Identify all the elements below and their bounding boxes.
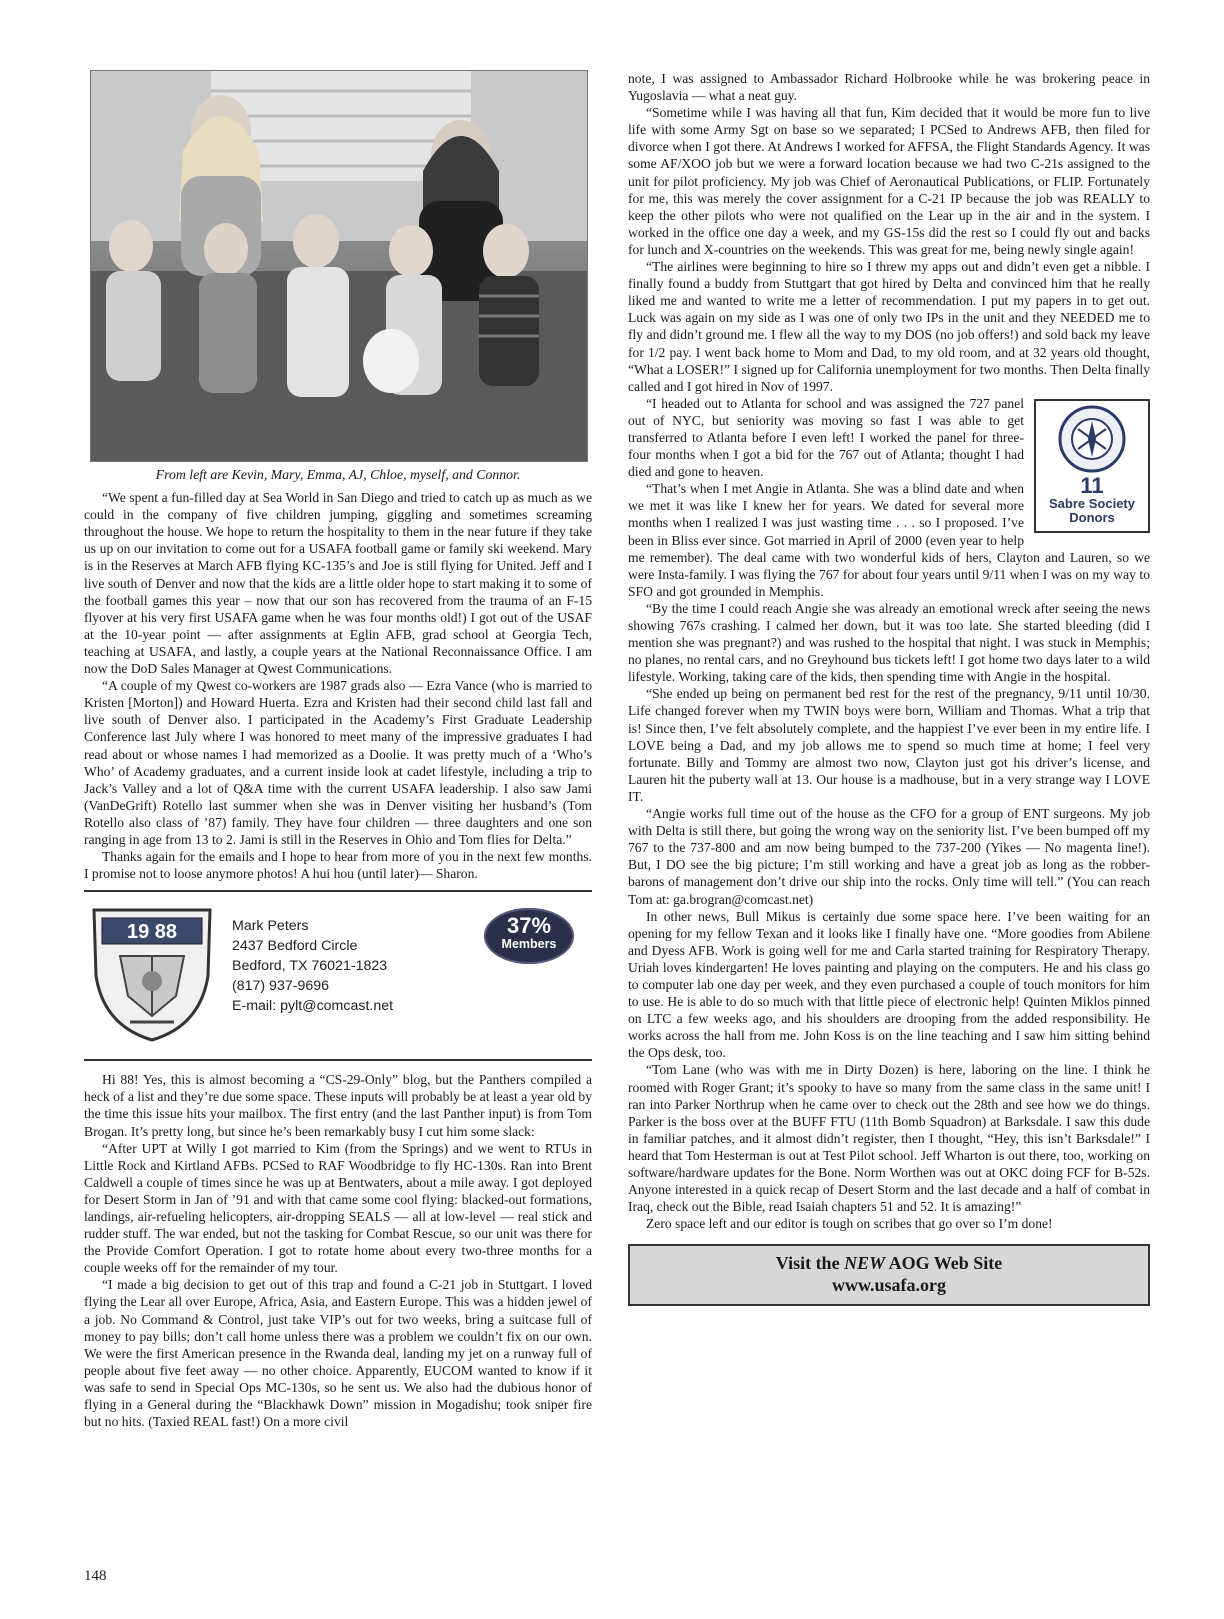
left-column <box>84 70 592 1430</box>
address-line-2: Bedford, TX 76021-1823 <box>232 958 388 975</box>
sabre-society-seal-icon <box>1058 405 1126 473</box>
section-divider <box>84 890 592 892</box>
paragraph: “Angie works full time out of the house as the CFO for a group of ENT surgeons. My job with Delta is still there, but going the wrong way on the seniority list. I’ve been bumped off my 767 to the 737-800 and am now being bumped to the 737-200 (Yikes — No magenta line!). But, I DO see the big picture; I’m still working and have a great job as long as the robber-barons of management don’t drive our ship into the rocks. Only time will tell.” (You can reach Tom at: ga.brogran@comcast.net) <box>628 806 1150 907</box>
paragraph: “Tom Lane (who was with me in Dirty Dozen) is here, laboring on the line. I think he roomed with Roger Grant; it’s spooky to have so many from the same class in the same unit! I ran into Parker Northrup when he came over to check out the 28th and see how we do things. Parker is the boss over at the BUFF FTU (11th Bomb Squadron) at Barksdale. I saw this dude in familiar patches, and it almost didn’t register, then I thought, “Hey, this isn’t Barksdale!” I heard that Tom Hesterman is out at Test Pilot school. Jeff Wharton is out there, too, working on software/hardware updates for the Bone. Norm Worthen was out at OKC doing FCF for B-52s. Anyone interested in a quick recap of Desert Storm and the last decade and a half of combat in Iraq, check out the Bible, read Isaiah chapters 51 and 52. It is amazing!” <box>628 1062 1150 1215</box>
paragraph: Hi 88! Yes, this is almost becoming a “CS-29-Only” blog, but the Panthers compiled a heck of a list and they’re due some space. These inputs will probably be at least a year old by the time this issue hits your mailbox. The first entry (and the last Panther input) is from Tom Brogan. It’s pretty long, but since he’s been remarkably busy I cut him some slack: <box>84 1072 592 1139</box>
class-correspondent-box <box>84 896 592 1051</box>
paragraph: “I headed out to Atlanta for school and was assigned the 727 panel out of NYC, but seniority was moving so fast I was able to get transferred to Atlanta before I even left! I worked the panel for three-four months when I got a bid for the 767 out of Atlanta; thought I had died and gone to heaven. <box>628 395 1024 480</box>
section-divider <box>84 1059 592 1061</box>
paragraph: “We spent a fun-filled day at Sea World in San Diego and tried to catch up as much as we could in the company of five children jumping, giggling and sometimes screaming throughout the house. We hope to return the hospitality to them in the near future if they take us up on our invitation to come out for a USAFA football game or family ski weekend. Mary is in the Reserves at March AFB flying KC-135’s and Joe is still flying for United. Jeff and I live south of Denver and now that the kids are a little older hope to start making it to some of the football games this year – now that our son has recovered from the trauma of an F-15 flyover at his very first USAFA game when he was four months old!) I got out of the USAF at the 10-year point — after assignments at Eglin AFB, grad school at Georgia Tech, teaching at USAFA, and lastly, a couple years at the National Reconnaissance Office. I am now the DoD Sales Manager at Qwest Communications. <box>84 490 592 677</box>
paragraph: In other news, Bull Mikus is certainly due some space here. I’ve been waiting for an opening for my fellow Texan and it looks like I finally have one. “More goodies from Abilene and Dyess AFB. Work is going well for me and Carla started training for Respiratory Therapy. Uriah loves kindergarten! He loves painting and playing on the computers. He and his class go to computer lab one day per week, and they even purchased a couple of touch monitors for him to use. He is able to do so much with that little piece of electronic help! Quinten Miklos pinned on LTC a few weeks ago, and his shoulders are drooping from the added responsibility. He works across the hall from me. John Koss is on the line teaching and I saw him sitting behind the Ops desk, too. <box>628 908 1150 1061</box>
photo-caption: From left are Kevin, Mary, Emma, AJ, Chloe, myself, and Connor. <box>155 467 521 482</box>
paragraph: “She ended up being on permanent bed rest for the rest of the pregnancy, 9/11 until 10/30. Life changed forever when my TWIN boys were born, William and Thomas. What a trip that is! Since then, I’ve felt absolutely complete, and the happiest I’ve ever been in my entire life. I LOVE being a Dad, and my job allows me to spend so much time at home; I feel very fortunate. Billy and Tommy are almost two now, Clayton just got his driver’s license, and Lauren hit the puberty wall at 13. Our house is a madhouse, but in a very strange way I LOVE IT. <box>628 686 1150 804</box>
right-column <box>628 70 1150 1306</box>
contact-info <box>232 916 393 1016</box>
paragraph: “After UPT at Willy I got married to Kim (from the Springs) and we went to RTUs in Little Rock and Kirtland AFBs. PCSed to RAF Woodbridge to fly HC-130s. Ran into Brent Caldwell a couple of times since he was up at Bentwaters, about a mile away. I got deployed for Desert Storm in Jan of ’91 and with that came some cool flying: blacked-out formations, landings, air-refueling helicopters, air-dropping SEALS — all at low-level — real stick and rudder stuff. The war ended, but not the tasking for Combat Rescue, so our unit was there for the Provide Comfort Operation. I got to rotate home about every two-three months for a couple weeks off for the remainder of my tour. <box>84 1140 592 1276</box>
paragraph: “The airlines were beginning to hire so I threw my apps out and didn’t even get a nibble. I finally found a buddy from Stuttgart that got hired by Delta and convinced him that he really liked me and wanted to write me a letter of recommendation. I put my papers in to get out. Luck was again on my side as I was one of only two IPs in the unit and they NEEDED me to fly and didn’t ground me. I flew all the way to my DOS (no job offers!) and sold back my leave for 1/2 pay. I went back home to Mom and Dad, to my old room, and at 32 years old thought, “What a LOSER!” I signed up for California unemployment for two months. Then Delta finally called and I got hired in Nov of 1997. <box>628 259 1150 394</box>
sabre-donor-count: 11 <box>1080 472 1104 498</box>
email-address[interactable]: E-mail: pylt@comcast.net <box>232 998 394 1015</box>
membership-badge <box>484 908 574 964</box>
family-photo <box>90 70 588 462</box>
class-crest-icon <box>90 906 214 1044</box>
sabre-label-1: Sabre Society <box>1049 495 1135 511</box>
paragraph: “A couple of my Qwest co-workers are 1987 grads also — Ezra Vance (who is married to Kristen [Morton]) and Howard Huerta. Ezra and Kristen had their second child last fall and live south of Denver also. I participated in the Academy’s First Graduate Leadership Conference last July where I was honored to meet many of the impressive graduates I had read about or whose names I had memorized as a Doolie. It was pretty much of a ‘Who’s Who’ of Academy graduates, and a current inside look at cadet lifestyle, including a trip to Jack’s Valley and a lot of Q&A time with the current USAFA leadership. I also saw Jami (VanDeGrift) Rotello last summer when she was in Denver visiting her husband’s (Tom Rotello also class of ’87) family. They have four children — three daughters and one son ranging in age from 13 to 2. Jami is still in the Reserves in Ohio and Tom flies for Delta.” <box>84 678 592 847</box>
paragraph: “I made a big decision to get out of this trap and found a C-21 job in Stuttgart. I loved flying the Lear all over Europe, Africa, Asia, and Eastern Europe. This was a hidden jewel of a job. No Command & Control, just take VIP’s out for two weeks, bring a suitcase full of money to pay bills; don’t call home unless there was a problem we couldn’t fix on our own. We were the first American presence in the Rwanda deal, landing my jet on a runway full of people about five feet away — no other choice. Apparently, EUCOM wanted to know if it was safe to send in Special Ops MC-130s, so he sent us. We also had the dubious honor of flying in a General during the “Blackhawk Down” mission in Mogadishu; took sniper fire but no hits. (Taxied REAL fast!) On a more civil <box>84 1277 592 1430</box>
aog-website-banner[interactable] <box>628 1244 1150 1306</box>
crest-year: 19 88 <box>126 921 178 944</box>
paragraph: “By the time I could reach Angie she was already an emotional wreck after seeing the news showing 767s crashing. I calmed her down, but it was too late. She started bleeding (did I mention she was pregnant?) and was rushed to the hospital that night. I was stuck in Memphis; no planes, no rental cars, and no Greyhound bus tickets left! I got home two days later to a wild lifestyle. Working, taking care of the kids, then spending time with Angie in the hospital. <box>628 600 1150 685</box>
correspondent-name: Mark Peters <box>232 918 309 935</box>
page-number: 148 <box>84 1568 107 1584</box>
paragraph: Zero space left and our editor is tough on scribes that go over so I’m done! <box>646 1216 1053 1232</box>
sabre-label-2: Donors <box>1069 509 1115 525</box>
phone-number: (817) 937-9696 <box>232 978 330 995</box>
paragraph: “Sometime while I was having all that fun, Kim decided that it would be more fun to live life with some Army Sgt on base so we separated; I PCSed to Andrews AFB, then filed for divorce when I got there. At Andrews I worked for AFFSA, the Flight Standards Agency. It was some AF/XOO job but we were a forward location because we had two C-21s assigned to the unit for pilot proficiency. My job was Chief of Aeronautical Publications, or FLIP. Fortunately for me, this was merely the cover assignment for a C-21 IP because the job was REALLY to keep the other pilots who were not qualified on the Lear up in the air and in the system. I worked in the office one day a week, and my GS-15s did the rest so I could fly out and backs for lunch and X-countries on the weekends. This was great for me, being newly single again! <box>628 105 1150 257</box>
paragraph: Thanks again for the emails and I hope to hear from more of you in the next few months. I promise not to loose anymore photos! A hui hou (until later)— Sharon. <box>84 849 592 882</box>
membership-label: Members <box>501 937 557 952</box>
paragraph: note, I was assigned to Ambassador Richard Holbrooke while he was brokering peace in Yugoslavia — what a neat guy. <box>628 71 1150 104</box>
website-url[interactable]: www.usafa.org <box>831 1275 946 1296</box>
sabre-society-box <box>1034 399 1150 533</box>
paragraph: “That’s when I met Angie in Atlanta. She was a blind date and when we met it was like I knew her for years. We dated for several more months when I realized I was just wasting time . . . so I proposed. I’ve been in Bliss ever since. Got married in April of 2000 (even year to help me remember). The deal came with two wonderful kids of hers, Clayton and Lauren, so we were Insta-family. I was flying the 767 for about four years until 9/11 when I was on my way to SFO and got grounded in Memphis. <box>628 481 1150 599</box>
address-line-1: 2437 Bedford Circle <box>232 938 358 955</box>
family-photo-illustration <box>91 71 587 461</box>
visit-line-1: Visit the NEW AOG Web Site <box>775 1253 1003 1274</box>
membership-percent: 37% <box>506 913 552 939</box>
